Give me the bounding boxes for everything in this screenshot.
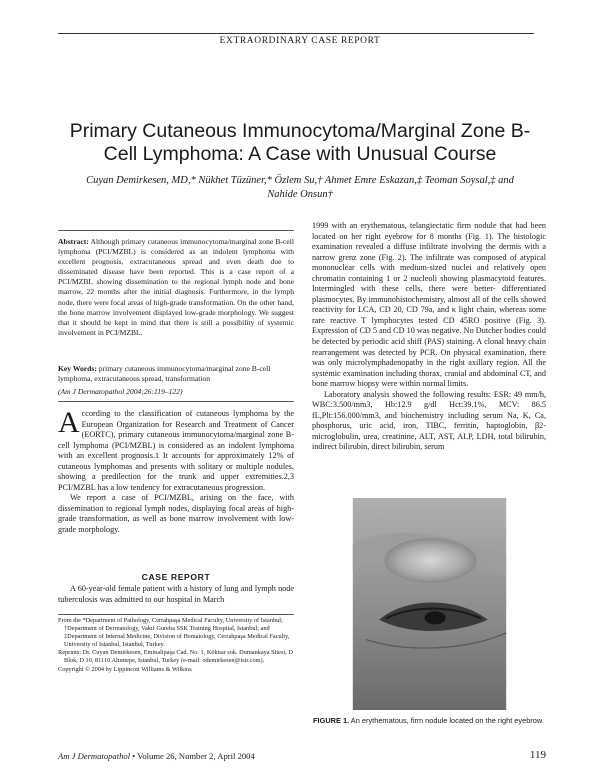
keywords-text: primary cutaneous immunocytoma/marginal zone B-cell lymphoma, extracutaneous spread, transformation — [58, 364, 271, 384]
keywords — [58, 364, 294, 384]
page-number: 119 — [529, 749, 546, 761]
abstract — [58, 237, 294, 338]
figure-caption-text: An erythematous, firm nodule located on the right eyebrow. — [350, 716, 544, 725]
drop-cap: A — [58, 406, 80, 439]
keywords-label: Key Words: — [58, 364, 97, 373]
journal-issue: • Volume 26, Number 2, April 2004 — [132, 751, 255, 761]
case-report-heading: CASE REPORT — [141, 572, 211, 582]
footnote-reprints: Reprints: Dr. Cuyan Demirkesen, Eminalipaşa Cad. No. 1, Köknar sok. Dumankaya Sitesi, D Blok, D 10, 81110 Altıntepe, Istanbul, Turkey (e-mail: odemirkesen@isir.com). — [58, 649, 293, 665]
figure-label: FIGURE 1. — [313, 716, 350, 725]
journal-footer — [58, 751, 255, 761]
footnotes — [58, 617, 294, 674]
abstract-bottom-rule — [58, 401, 294, 402]
citation: (Am J Dermatopathol 2004;26:119–122) — [58, 387, 183, 396]
author-list: Cuyan Demirkesen, MD,* Nükhet Tüzüner,* Özlem Su,† Ahmet Emre Eskazan,‡ Teoman Soysal,‡ and Nahide Onsun† — [86, 175, 514, 200]
right-column-text — [312, 221, 546, 453]
journal-name: Am J Dermatopathol — [58, 751, 131, 761]
footnote-copyright: Copyright © 2004 by Lippincott Williams & Wilkins — [58, 665, 192, 673]
right-paragraph-1: 1999 with an erythematous, telangiectatic firm nodule that had been located on her right eyebrow for 8 months (Fig. 1). The histologic examination revealed a diffuse infiltrate involving the dermis with a narrow grenz zone (Fig. 2). The infiltrate was composed of atypical mononuclear cells with medium-sized nuclei and relatively open chromatin containing 1 or 2 nucleoli showing plasmacytoid features. Intermingled with these cells, there were better- differentiated plasmocytes. By immunohistochemistry, almost all of the cells showed reactivity for LCA, CD 20, CD 79a, and κ light chain, whereas some rare reactive T lymphocytes tested CD 45RO positive (Fig. 3). Expression of CD 5 and CD 10 was negative. No Dutcher bodies could be detected by periodic acid shiff (PAS) staining. A clonal heavy chain rearrangement was detected by PCR. On physical examination, there was only microlymphadenopathy in the right axillary region. All the systemic examination including thorax, cranial and abdominal CT, and bone marrow biopsy were within normal limits. — [312, 221, 546, 389]
eye-photo-illustration — [313, 498, 546, 710]
intro-paragraph-2: We report a case of PCI/MZBL, arising on the face, with dissemination to regional lymph nodes, displaying focal areas of high-grade transformation, as well as bone marrow involvement with low-grade morphology. — [58, 493, 294, 535]
section-label: EXTRAORDINARY CASE REPORT — [219, 36, 381, 46]
footnote-rule — [58, 614, 294, 615]
abstract-text: Although primary cutaneous immunocytoma/marginal zone B-cell lymphoma (PCI/MZBL) is considered as an indolent lymphoma with excellent prognosis, extracutaneous spread and even death due to disseminated disease have been reported. This is a case report of a PCI/MZBL showing dissemination to the regional lymph node and bone marrow, 22 months after the initial diagnosis. Furthermore, in the lymph node, there were focal areas of high-grade transformation. On the other hand, the bone marrow involvement displayed low-grade morphology. We suggest that it should be kept in mind that there is still a possibility of systemic involvement in PCI/MZBL. — [58, 237, 294, 337]
article-title: Primary Cutaneous Immunocytoma/Marginal Zone B-Cell Lymphoma: A Case with Unusual Course — [69, 120, 531, 165]
abstract-top-rule — [58, 230, 294, 231]
intro-paragraph-1: ccording to the classification of cutaneous lymphoma by the European Organization for Research and Treatment of Cancer (EORTC), primary cutaneous immunocytoma/marginal zone B-cell lymphoma (PCI/MZBL) is considered as an indolent lymphoma with an excellent prognosis.1 It accounts for approximately 12% of cutaneous lymphomas and presents with solitary or multiple nodules, showing a predilection for the trunk and upper extremities.2,3 PCI/MZBL has a low tendency for extracutaneous progression. — [58, 409, 294, 492]
case-paragraph-1: A 60-year-old female patient with a history of lung and lymph node tuberculosis was admitted to our hospital in March — [58, 584, 294, 604]
figure-1-caption — [313, 716, 546, 726]
abstract-label: Abstract: — [58, 237, 89, 246]
header-rule — [58, 33, 534, 34]
figure-1-photo — [313, 498, 546, 710]
footnote-affiliations: From the *Department of Pathology, Cerrahpaşa Medical Faculty, University of Istanbul; †Department of Dermatology, Vakıf Gureba SSK Training Hospital, Istanbul; and ‡Department of Internal Medicine, Division of Hematology, Cerrahpaşa Medical Faculty, University of Istanbul, Istanbul, Turkey. — [58, 617, 290, 649]
right-paragraph-2: Laboratory analysis showed the following results: ESR: 49 mm/h, WBC:3.500/mm3, Hb:12.9 g/dl Hct:39.1%, MCV: 86.5 fL,Plt:156.000/mm3, and biochemistry including serum Na, K, Ca, phosphorus, uric acid, iron, TIBC, ferritin, haptoglobin, β2-microglobulin, urea, creatinine, ALT, AST, ALP, LDH, total bilirubin, indirect bilirubin, direct bilirubin, serum — [312, 389, 546, 452]
introduction — [58, 406, 294, 536]
